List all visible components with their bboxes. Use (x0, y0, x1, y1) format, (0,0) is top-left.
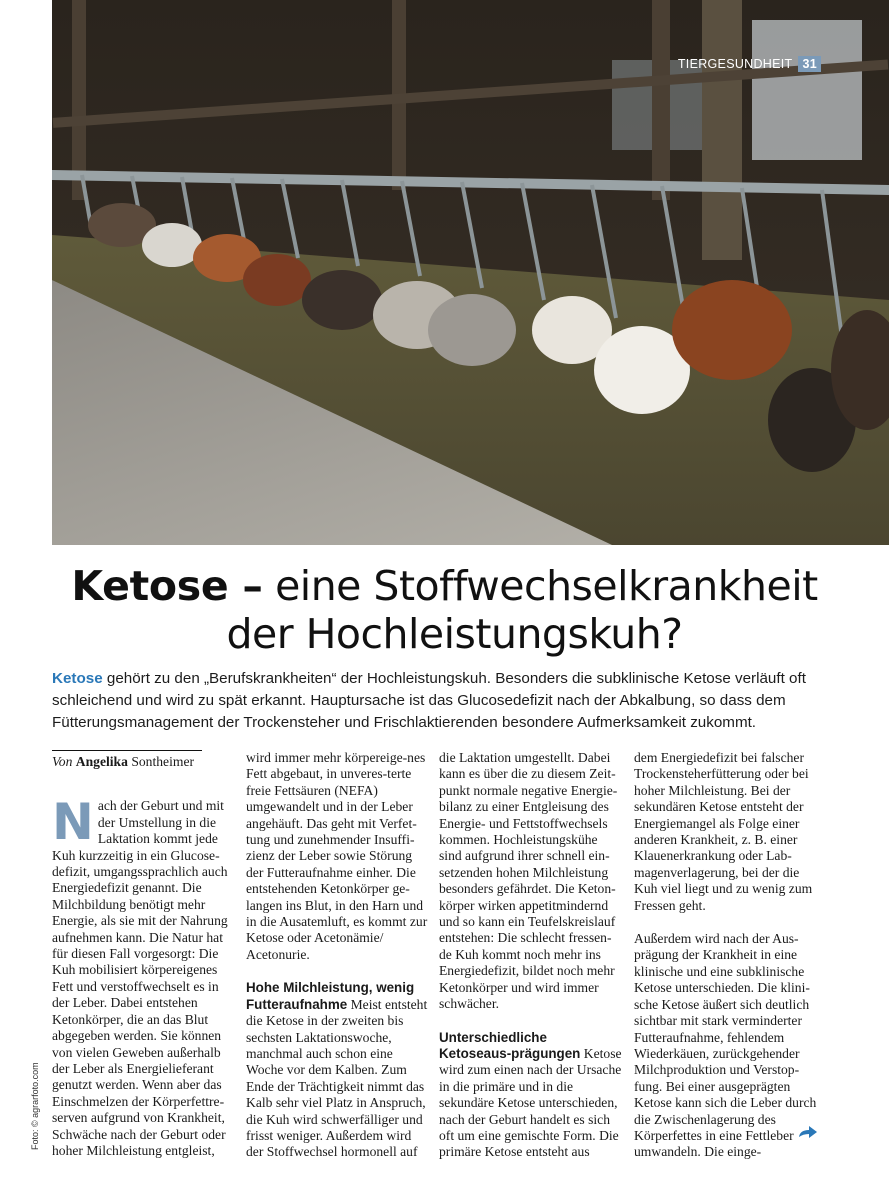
body-paragraph: dem Energiedefizit bei falscher Trockensteherfütterung oder bei hoher Milchleistung. Bei der sekundären Ketose entsteht der Energiemangel als Folge einer anderen Krankheit, z. B. einer Klauenerkrankung oder Lab-magenverlagerung, bei der die Kuh viel liegt und zu wenig zum Fressen geht. (634, 750, 813, 913)
headline-bold: Ketose – (71, 562, 263, 610)
section-tag (678, 56, 821, 72)
body-column-2 (246, 750, 429, 1161)
byline-von: Von (52, 754, 73, 769)
body-paragraph (439, 1030, 622, 1161)
body-text: ach der Geburt und mit der Umstellung in die Laktation kommt jede Kuh kurzzeitig in ein Glucose-defizit, umgangssprachlich auch Energiedefizit genannt. Die Milchbildung benötigt mehr Energie, als sie mit der Nahrung aufnehmen kann. Die Natur hat für diesen Fall vorgesorgt: Die Kuh mobilisiert körpereigenes Fett und verstoffwechselt es in der Leber. Dabei entstehen Ketonkörper, die an das Blut abgegeben werden. Sie können von vielen Geweben außerhalb der Leber als Energielieferant genutzt werden. Wenn aber das Einschmelzen der Körperfettre-serven aufgrund von Krankheit, Schwäche nach der Geburt oder hoher Milchleistung entgleist, (52, 798, 228, 1158)
photo-credit: Foto: © agrarfoto.com (30, 1062, 40, 1150)
headline-line-2: der Hochleistungskuh? (226, 610, 683, 658)
byline-first-name: Angelika (75, 754, 128, 769)
article-headline (0, 562, 889, 658)
body-paragraph: die Laktation umgestellt. Dabei kann es über die zu diesem Zeit-punkt normale negative Energie-bilanz zu einer Entgleisung des Energie- und Fettstoffwechsels kommen. Hochleistungskühe sind aufgrund ihrer schnell ein-setzenden hohen Milchleistung besonders gefährdet. Die Keton-körper wirken appetitmindernd und so kann ein Teufelskreislauf entstehen: Die schlecht fressen-de Kuh kommt noch mehr ins Energiedefizit, bildet noch mehr Ketonkörper und wird immer schwächer. (439, 750, 618, 1012)
body-column-3 (439, 750, 622, 1161)
lead-keyword: Ketose (52, 670, 103, 687)
byline (52, 750, 202, 770)
body-paragraph: wird immer mehr körpereige-nes Fett abgebaut, in unveres-terte freie Fettsäuren (NEFA) umgewandelt und in der Leber angehäuft. Das geht mit Verfet-tung und zunehmender Insuffi-zienz der Leber sowie Störung der Futteraufnahme einher. Die entstehenden Ketonkörper ge-langen ins Blut, in den Harn und in die Ausatemluft, es kommt zur Ketose oder Acetonämie/ Acetonurie. (246, 750, 428, 962)
hero-photo-cows-feeding (52, 0, 889, 545)
drop-cap: N (52, 793, 94, 852)
section-label: TIERGESUNDHEIT (677, 57, 793, 71)
body-paragraph: Außerdem wird nach der Aus-prägung der Krankheit in eine klinische und eine subklinische Ketose unterschieden. Die klini-sche Ketose äußert sich deutlich sichtbar mit stark verminderter Futteraufnahme, fehlendem Wiederkäuen, zurückgehender Milchproduktion und Verstop-fung. Bei einer ausgeprägten Ketose kann sich die Leber durch die Zwischenlagerung des Körperfettes in eine Fettleber umwandeln. Die einge- (634, 931, 817, 1160)
subheading: Unterschiedliche Ketoseaus-prägungen (439, 1029, 581, 1061)
body-column-4 (634, 750, 817, 1161)
body-paragraph (52, 793, 230, 1159)
page-number: 31 (798, 56, 821, 72)
lead-paragraph (52, 668, 832, 734)
lead-text: gehört zu den „Berufskrankheiten“ der Hochleistungskuh. Besonders die subklinische Ketose verläuft oft schleichend und wird zu spät erkannt. Hauptursache ist das Glucosedefizit nach der Abkalbung, so dass dem Fütterungsmanagement der Trockensteher und Frischlaktierenden besondere Aufmerksamkeit zukommt. (52, 670, 806, 731)
headline-line-1 (0, 562, 889, 610)
continue-arrow-icon (797, 1124, 819, 1140)
byline-last-name: Sontheimer (131, 754, 195, 769)
barn-illustration (52, 0, 889, 545)
subheading: Hohe Milchleistung, wenig Futteraufnahme (246, 980, 415, 1012)
body-text: Ketose wird zum einen nach der Ursache in die primäre und in die sekundäre Ketose unterschieden, nach der Geburt handelt es sich oft um eine gemischte Form. Die primäre Ketose entsteht aus (439, 1045, 622, 1160)
body-column-1 (52, 750, 230, 1159)
body-paragraph (246, 980, 429, 1160)
body-text: Meist entsteht die Ketose in der zweiten bis sechsten Laktationswoche, manchmal auch schon eine Woche vor dem Kalben. Zum Ende der Trächtigkeit nimmt das Kalb sehr viel Platz in Anspruch, die Kuh wird schwerfälliger und frisst weniger. Außerdem wird der Stoffwechsel hormonell auf (246, 996, 428, 1160)
headline-line-1-rest: eine Stoffwechselkrankheit (275, 562, 818, 610)
